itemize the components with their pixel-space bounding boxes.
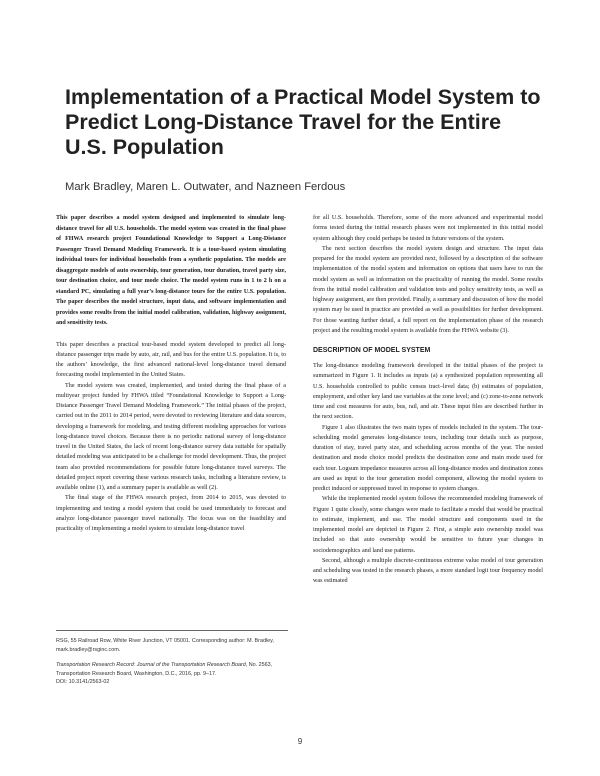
body-paragraph: This paper describes a practical tour-based model system developed to predict all long-distance passenger trips made by auto, air, rail, and bus for the entire U.S. population. It is, to the authors’ knowledge, the first advanced national-level long-distance travel demand forecasting model implemented in the United States. [56,341,286,379]
footnote [56,630,288,687]
body-paragraph: The long-distance modeling framework developed in the initial phases of the project is summarized in Figure 1. It includes as inputs (a) a synthesized population representing all U.S. households controlled to public census tract–level data; (b) estimates of population, employment, and other key land use variables at the zone level; and (c) zone-to-zone network time and cost measures for auto, bus, rail, and air. These input files are described further in the next section. [313,363,544,421]
journal-name: Transportation Research Record: Journal of the Transportation Research Board, [56,662,248,668]
paper-title: Implementation of a Practical Model System to Predict Long-Distance Travel for the Entire U.S. Population [65,85,541,159]
journal-citation [56,661,288,687]
body-paragraph: Figure 1 also illustrates the two main types of models included in the system. The tour-scheduling model generates long-distance tours, including tour details such as purpose, duration of stay, travel party size, and scheduling across months of the year. The nested destination and mode choice model predicts the destination zone and main mode used for each tour. Logsum impedance measures across all long-distance modes and destination zones are used as input to the tour generation model component, allowing the model system to predict induced or suppressed travel in response to system changes. [313,424,543,492]
author-affiliation: RSG, 55 Railroad Row, White River Junction, VT 05001. Corresponding author: M. Bradley, mark.bradley@rsginc.com. [56,638,274,653]
body-paragraph: Second, although a multiple discrete-continuous extreme value model of tour generation and scheduling was tested in the research phases, a more standard logit tour frequency model was estimated [313,557,543,585]
abstract: This paper describes a model system designed and implemented to simulate long-distance travel for all U.S. households. The model system was created in the final phase of FHWA research project Foundational Knowledge to Support a Long-Distance Passenger Travel Demand Modeling Framework. It is a tour-based system simulating individual tours for individual households from a synthetic population. The models are disaggregate models of auto ownership, tour generation, tour duration, travel party size, tour destination choice, and tour mode choice. The model system runs in 1 to 2 h on a standard PC, simulating a full year’s long-distance tours for the entire U.S. population. The paper describes the model structure, input data, and software implementation and provides some results from the initial model calibration, validation, highway assignment, and sensitivity tests. [56,215,286,326]
body-paragraph: While the implemented model system follows the recommended modeling framework of Figure 1 quite closely, some changes were made to facilitate a model that would be practical to estimate, implement, and use. The model structure and components used in the implemented model are depicted in Figure 2. First, a simple auto ownership model was included so that auto ownership would be sensitive to future year changes in sociodemographics and land use patterns. [313,496,543,554]
right-column [313,213,543,587]
body-paragraph: The final stage of the FHWA research project, from 2014 to 2015, was devoted to implementing and testing a model system that could be used immediately to forecast and analyze long-distance passenger travel nationally. The focus was on the feasibility and practicality of implementing a model system to simulate long-distance travel [56,495,286,532]
body-paragraph: The next section describes the model system design and structure. The input data prepared for the model system are provided next, followed by a description of the software implementation of the model system and information on options that users have to run the model system as well as information on the practicality of running the model. Some results from the initial model calibration and validation tests and policy sensitivity tests, as well as highway assignment, are then provided. Finally, a summary and discussion of how the model system may be used in practice are provided as well as possibilities for further development. For those wanting further detail, a full report on the implementation phase of the research project and the resulting model system is available from the FHWA website (3). [313,245,543,334]
journal-details: No. 2563, Transportation Research Board, Washington, D.C., 2016, pp. 9–17. [56,662,273,677]
page-number: 9 [297,737,303,746]
doi: DOI: 10.3141/2563-02 [56,679,110,685]
body-paragraph: for all U.S. households. Therefore, some of the more advanced and experimental model forms tested during the initial research phases were not implemented in this initial model system although they could perhaps be tested in future versions of the system. [313,215,543,242]
left-column [56,213,286,534]
paper-authors: Mark Bradley, Maren L. Outwater, and Nazneen Ferdous [65,181,346,193]
body-paragraph: The model system was created, implemented, and tested during the final phase of a multiyear project funded by FHWA titled “Foundational Knowledge to Support a Long-Distance Passenger Travel Demand Modeling Framework.” The initial phases of the project, carried out in the 2011 to 2014 period, were devoted to reviewing literature and data sources, developing a framework for modeling, and testing different modeling approaches for various long-distance travel choices. Because there is no periodic national survey of long-distance travel in the United States, the lack of recent long-distance survey data suitable for spatially detailed modeling was anticipated to be a challenge for model development. Thus, the project team also provided recommendations for possible future long-distance travel surveys. The detailed project report covering these various research tasks, including a literature review, is available online (1), and a summary paper is available as well (2). [56,382,286,491]
section-heading: DESCRIPTION OF MODEL SYSTEM [313,347,431,354]
